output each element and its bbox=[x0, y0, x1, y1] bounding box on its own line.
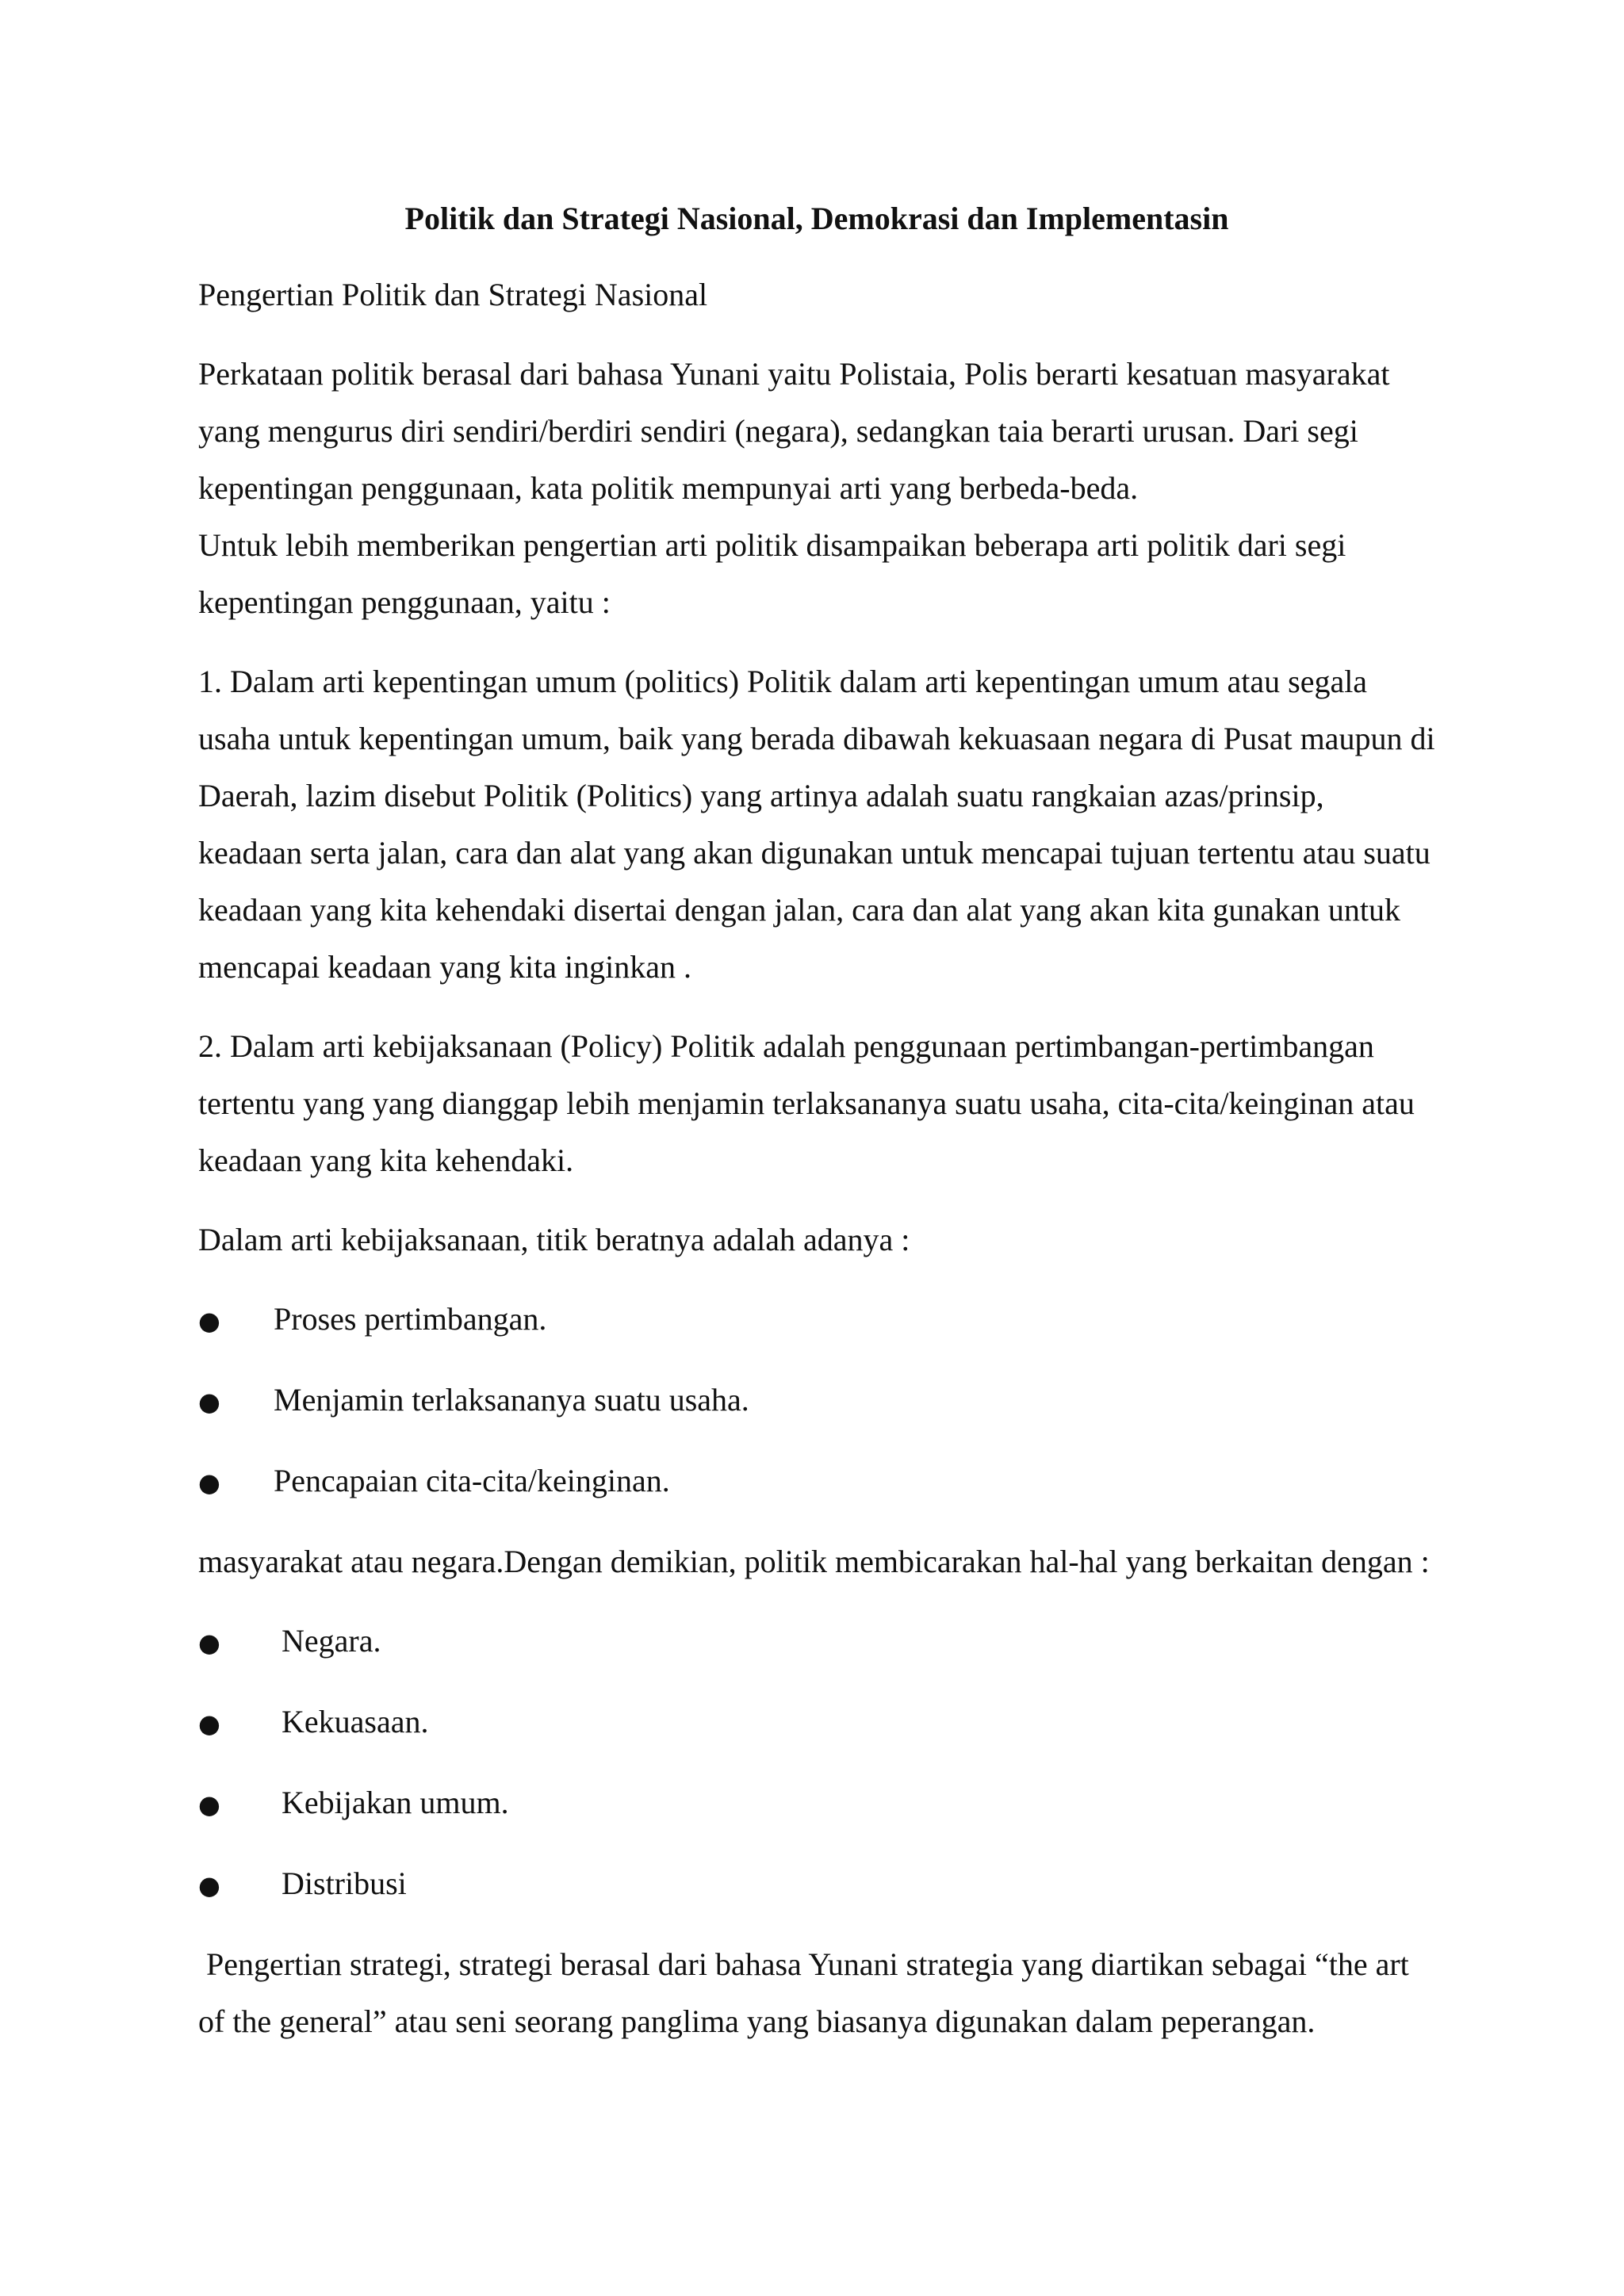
paragraph-politik-topics: masyarakat atau negara.Dengan demikian, politik membicarakan hal-hal yang berkaitan dengan : bbox=[198, 1544, 1430, 1579]
bullet-item bbox=[198, 1613, 1435, 1671]
bullet-icon: ● bbox=[198, 1870, 220, 1900]
bullet-text: Distribusi bbox=[282, 1866, 407, 1901]
section-heading: Pengertian Politik dan Strategi Nasional bbox=[198, 277, 708, 312]
bullet-icon: ● bbox=[198, 1789, 220, 1820]
bullet-text: Kebijakan umum. bbox=[282, 1785, 509, 1820]
bullet-item bbox=[198, 1372, 1435, 1430]
bullet-item bbox=[198, 1452, 1435, 1511]
bullet-text: Pencapaian cita-cita/keinginan. bbox=[274, 1463, 670, 1498]
bullet-icon: ● bbox=[198, 1306, 220, 1336]
bullet-text: Proses pertimbangan. bbox=[274, 1301, 547, 1337]
document-body bbox=[198, 190, 1435, 2072]
bullet-text: Negara. bbox=[282, 1623, 381, 1659]
numbered-item-1: 1. Dalam arti kepentingan umum (politics) Politik dalam arti kepentingan umum atau segala usaha untuk kepentingan umum, baik yang berada dibawah kekuasaan negara di Pusat maupun di Daerah, lazim disebut Politik (Politics) yang artinya adalah suatu rangkaian azas/prinsip, keadaan serta jalan, cara dan alat yang akan digunakan untuk mencapai tujuan tertentu atau suatu keadaan yang kita kehendaki disertai dengan jalan, cara dan alat yang akan kita gunakan untuk mencapai keadaan yang kita inginkan . bbox=[198, 664, 1435, 985]
bullet-text: Menjamin terlaksananya suatu usaha. bbox=[274, 1382, 749, 1418]
bullet-item bbox=[198, 1693, 1435, 1752]
bullet-icon: ● bbox=[198, 1468, 220, 1498]
paragraph-politik-meaning: Untuk lebih memberikan pengertian arti politik disampaikan beberapa arti politik dari segi kepentingan penggunaan, yaitu : bbox=[198, 527, 1346, 620]
bullet-item bbox=[198, 1291, 1435, 1349]
numbered-item-2: 2. Dalam arti kebijaksanaan (Policy) Politik adalah penggunaan pertimbangan-pertimbangan tertentu yang yang dianggap lebih menjamin terlaksananya suatu usaha, cita-cita/keinginan atau keadaan yang kita kehendaki. bbox=[198, 1028, 1415, 1178]
bullet-item bbox=[198, 1774, 1435, 1833]
paragraph-politik-origin: Perkataan politik berasal dari bahasa Yunani yaitu Polistaia, Polis berarti kesatuan masyarakat yang mengurus diri sendiri/berdiri sendiri (negara), sedangkan taia berarti urusan. Dari segi kepentingan penggunaan, kata politik mempunyai arti yang berbeda-beda. bbox=[198, 356, 1390, 506]
bullet-text: Kekuasaan. bbox=[282, 1704, 429, 1739]
bullet-icon: ● bbox=[198, 1387, 220, 1417]
paragraph-strategi: Pengertian strategi, strategi berasal dari bahasa Yunani strategia yang diartikan sebagai “the art of the general” atau seni seorang panglima yang biasanya digunakan dalam peperangan. bbox=[198, 1946, 1417, 2039]
bullet-icon: ● bbox=[198, 1709, 220, 1739]
paragraph-kebijaksanaan: Dalam arti kebijaksanaan, titik beratnya adalah adanya : bbox=[198, 1222, 910, 1257]
document-title: Politik dan Strategi Nasional, Demokrasi dan Implementasin bbox=[404, 201, 1229, 236]
bullet-item bbox=[198, 1855, 1435, 1914]
bullet-icon: ● bbox=[198, 1628, 220, 1658]
